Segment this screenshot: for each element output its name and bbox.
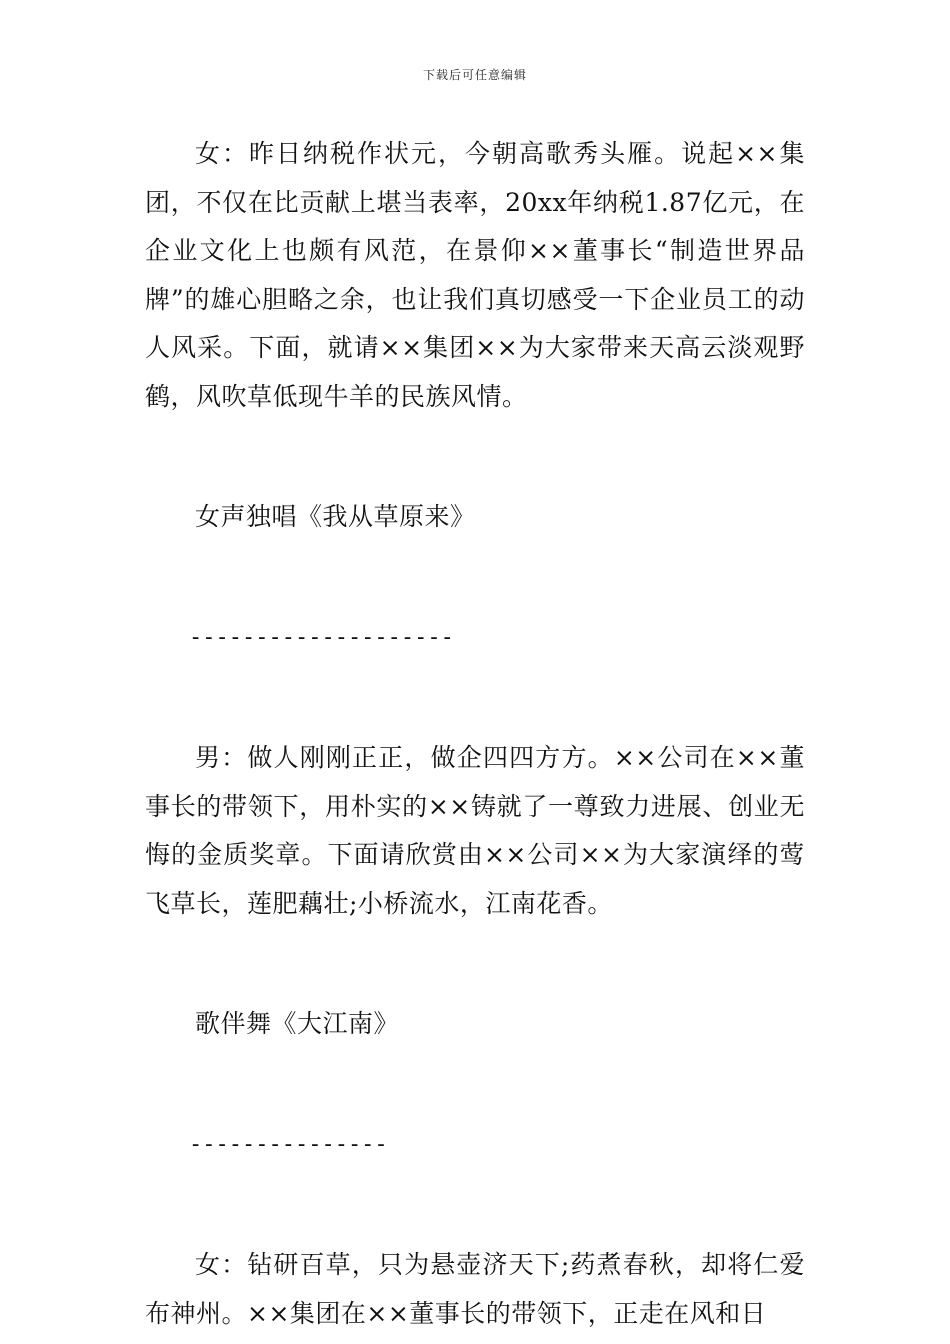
document-body	[145, 130, 805, 1338]
paragraph-female-host-2: 女：钻研百草，只为悬壶济天下;药煮春秋，却将仁爱布神州。××集团在××董事长的带领下，正走在风和日	[145, 1250, 805, 1328]
paragraph-female-host-1: 女：昨日纳税作状元，今朝高歌秀头雁。说起××集团，不仅在比贡献上堪当表率，20xx年纳税1.87亿元，在企业文化上也颇有风范，在景仰××董事长“制造世界品牌”的雄心胆略之余，也让我们真切感受一下企业员工的动人风采。下面，就请××集团××为大家带来天高云淡观野鹤，风吹草低现牛羊的民族风情。	[145, 139, 805, 411]
page-header-note: 下载后可任意编辑	[422, 68, 527, 82]
section-divider: --------------------	[189, 624, 454, 650]
section-divider: ---------------	[189, 1131, 388, 1157]
program-title-solo: 女声独唱《我从草原来》	[195, 502, 476, 531]
program-title-dance: 歌伴舞《大江南》	[195, 1009, 400, 1038]
paragraph-male-host: 男：做人刚刚正正，做企四四方方。××公司在××董事长的带领下，用朴实的××铸就了一尊致力进展、创业无悔的金质奖章。下面请欣赏由××公司××为大家演绎的莺飞草长，莲肥藕壮;小桥流水，江南花香。	[145, 743, 805, 918]
